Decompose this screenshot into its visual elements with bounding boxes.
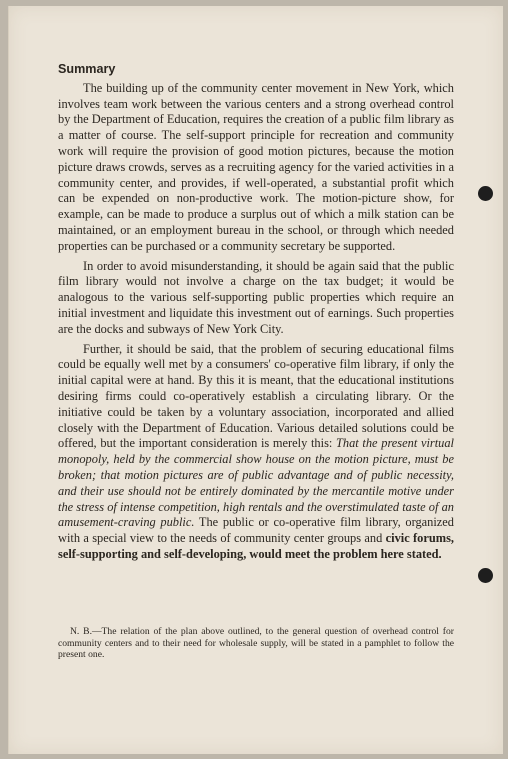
document-body	[58, 62, 454, 567]
punch-hole	[478, 568, 493, 583]
footnote	[58, 626, 454, 661]
footnote-text: N. B.—The relation of the plan above outlined, to the general question of overhead control for community centers and to their need for wholesale supply, will be stated in a pamphlet to follow the present one.	[58, 626, 454, 661]
paragraph-text-heavy: civic forums, self-supporting and self-developing, would meet the problem here stated.	[58, 531, 454, 561]
punch-hole	[478, 186, 493, 201]
paragraph: The building up of the community center movement in New York, which involves team work between the various centers and a strong overhead control by the Department of Education, requires the creation of a public film library as a matter of course. The self-support principle for recreation and community work will require the provision of good motion pictures, because the motion picture draws crowds, serves as a recruiting agency for the varied activities in a community center, and provides, if well-operated, a substantial profit which can be expended on non-productive work. The motion-picture show, for example, can be made to produce a surplus out of which a milk station can be maintained, or an employment bureau in the school, or through which needed properties can be purchased or a community secretary be supported.	[58, 80, 454, 253]
section-heading: Summary	[58, 62, 116, 76]
italic-emphasis: That the present virtual monopoly, held by the commercial show house on the motion picture, must be broken; that motion pictures are of public advantage and of public necessity, and their use should not be entirely dominated by the mercantile motive under the stress of intense competition, high rentals and the overstimulated taste of an amusement-craving public.	[58, 436, 454, 530]
paragraph-text: The public or co-operative film library, organized with a special view to the needs of community center groups and	[58, 515, 455, 546]
paragraph	[58, 342, 454, 563]
paragraph: In order to avoid misunderstanding, it should be again said that the public film library would not involve a charge on the tax budget; it would be analogous to the various self-supporting public properties which require an initial investment and liquidate this investment out of earnings. Such properties are the docks and subways of New York City.	[58, 258, 454, 336]
paragraph-text: Further, it should be said, that the problem of securing educational films could be equally well met by a consumers' co-operative film library, if only the initial capital were at hand. By this it is meant, that the educational institutions desiring firms could co-operatively establish a circulating library. Or the initiative could be taken by a voluntary association, incorporated and allied closely with the Department of Education. Various detailed solutions could be offered, but the important consideration is merely this:	[58, 341, 454, 451]
